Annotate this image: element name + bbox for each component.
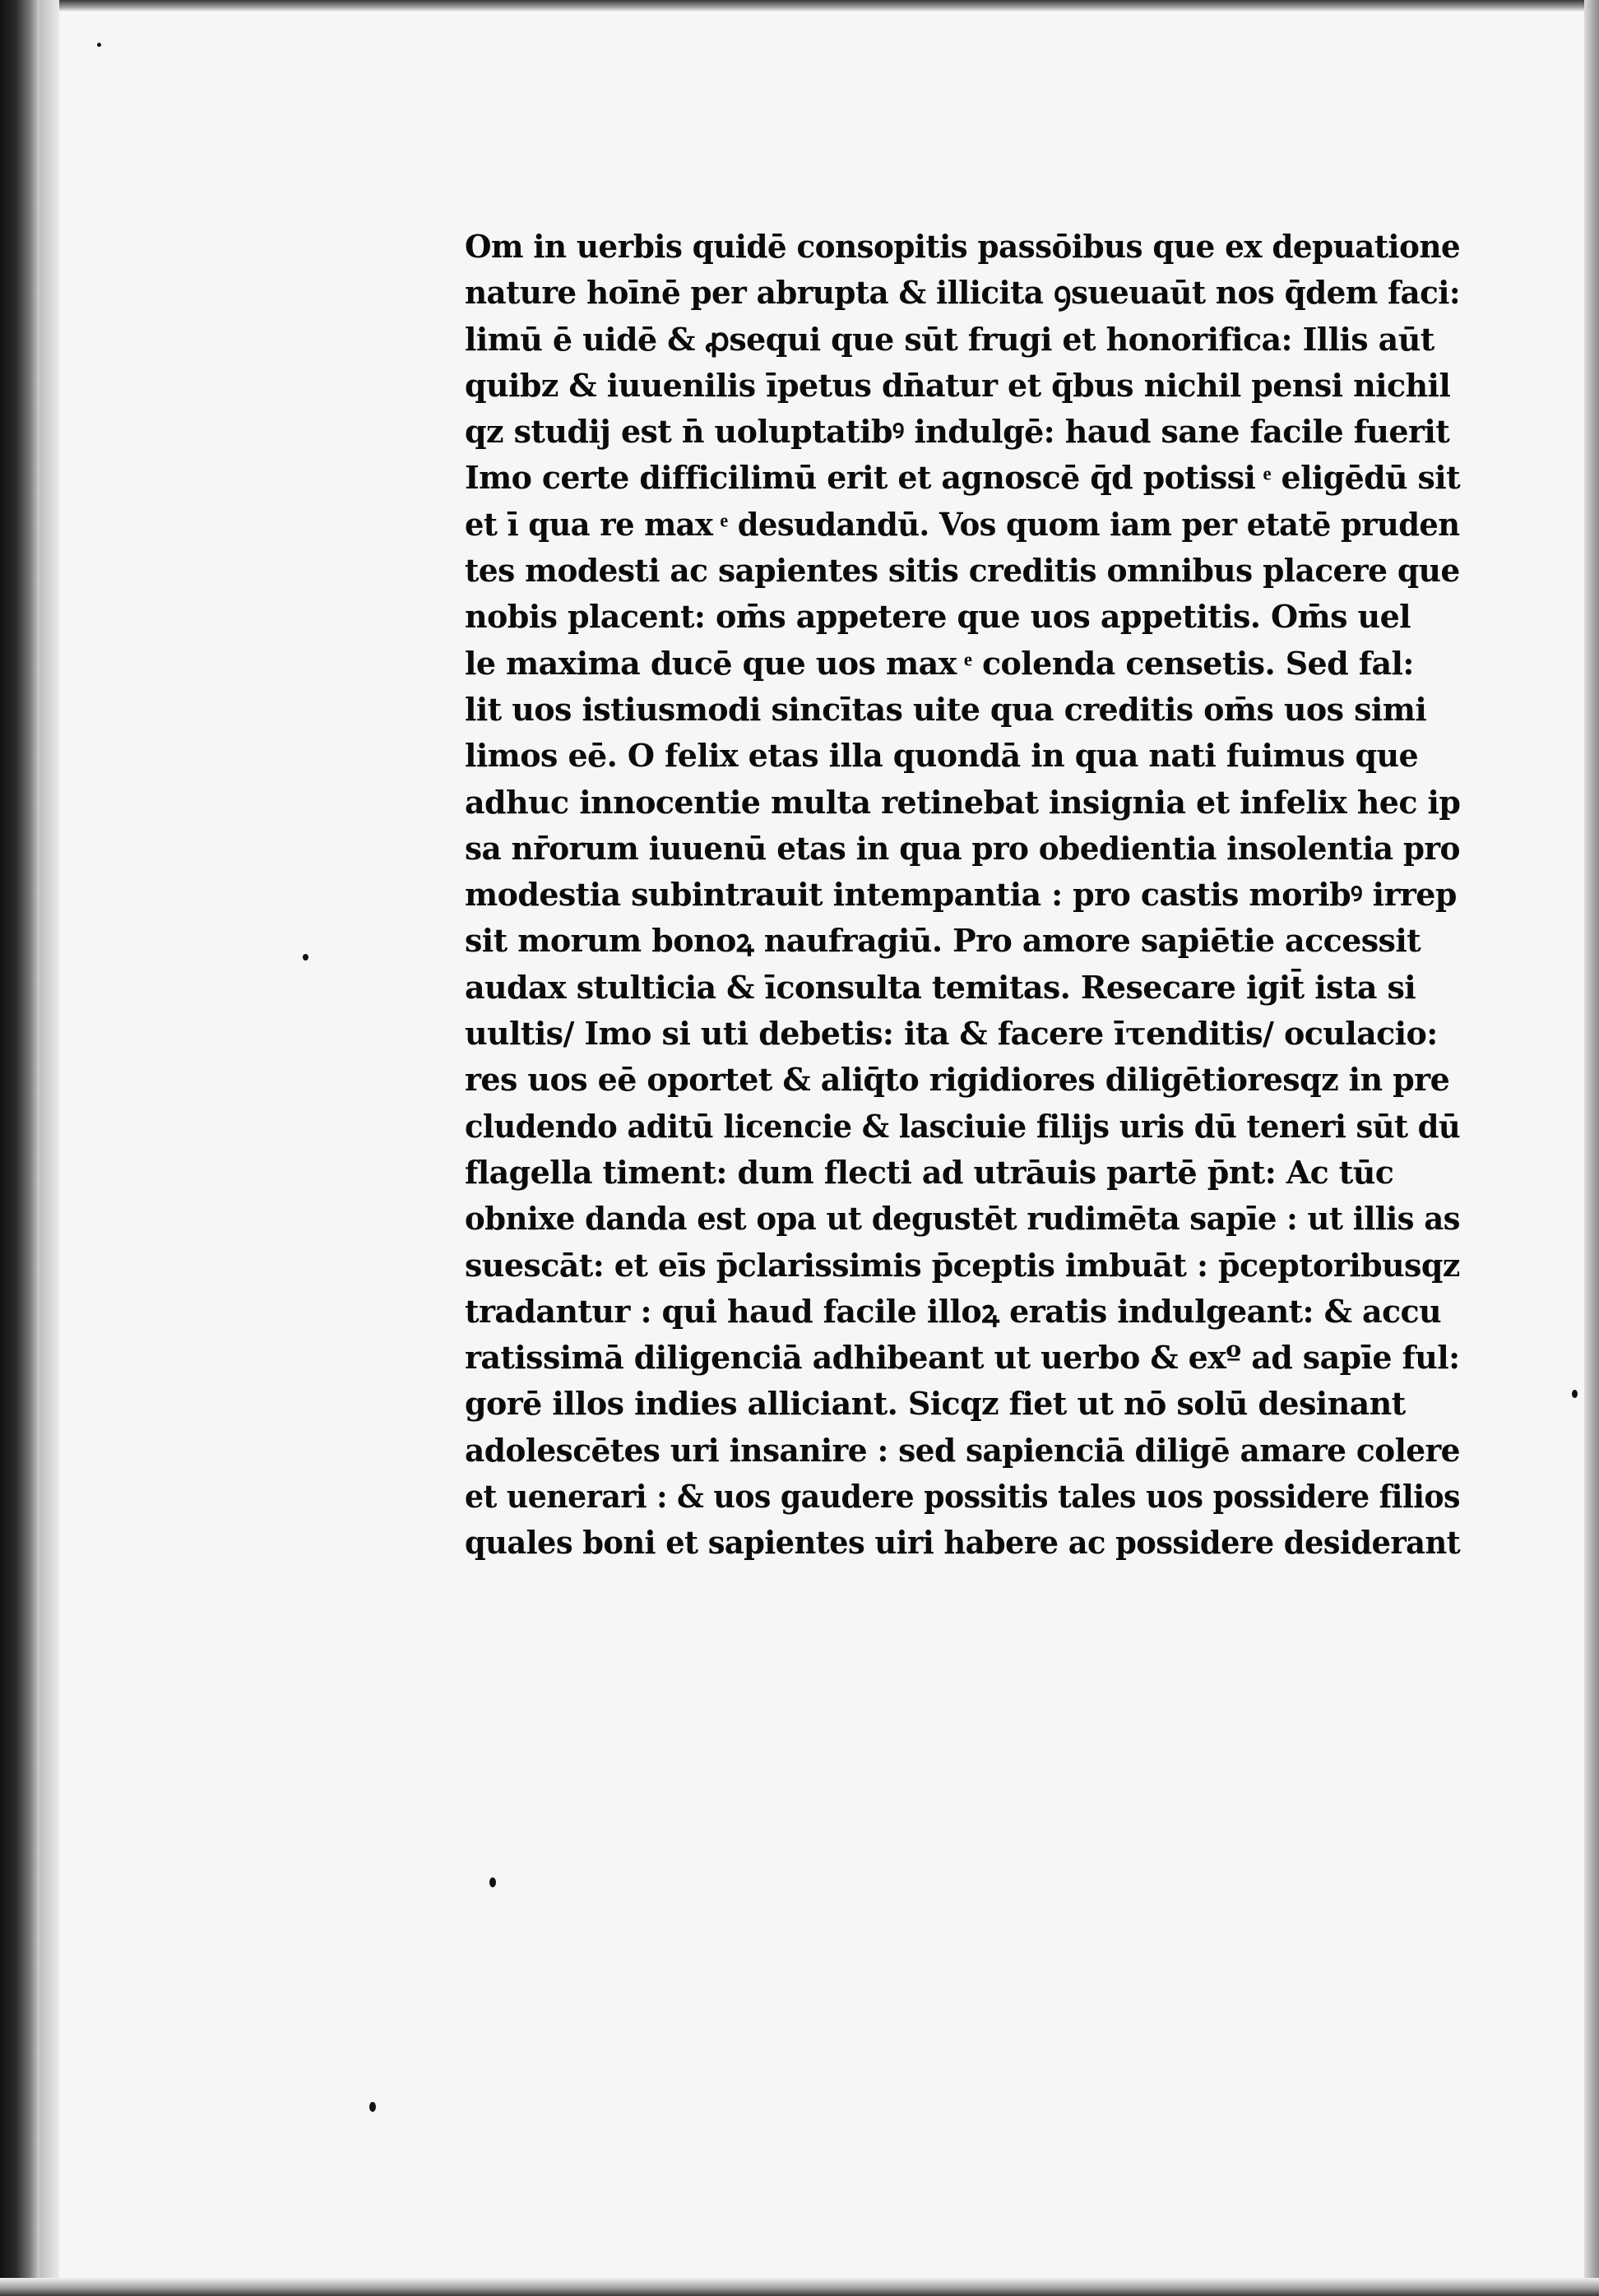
text-line: flagella timent: dum flecti ad utrāuis partē p̄nt: Ac tūc (465, 1153, 1394, 1191)
text-line: modestia subintrauit intempantia : pro castis moribꝰ irrep (465, 876, 1457, 914)
text-line: gorē illos indies alliciant. Sicqz fiet ut nō solū desinant (465, 1385, 1406, 1423)
text-line: le maxima ducē que uos max ͤ colenda censetis. Sed fal: (465, 644, 1414, 682)
text-line: et ī qua re max ͤ desudandū. Vos quom iam per etatē pruden (465, 505, 1460, 543)
text-line: nobis placent: om̄s appetere que uos appetitis. Om̄s uel (465, 598, 1411, 636)
scan-bottom-edge (0, 2278, 1599, 2296)
scan-left-gutter (39, 0, 59, 2296)
ink-speck (1572, 1390, 1578, 1398)
text-line: tes modesti ac sapientes sitis creditis omnibus placere que (465, 552, 1460, 590)
text-line: et uenerari : & uos gaudere possitis tales uos possidere filios (465, 1478, 1460, 1516)
ink-speck (369, 2102, 376, 2112)
text-line: adhuc innocentie multa retinebat insignia et infelix hec ip (465, 783, 1460, 821)
text-line: adolescētes uri insanire : sed sapienciā diligē amare colere (465, 1431, 1460, 1469)
text-line: cludendo aditū licencie & lasciuie filijs uris dū teneri sūt dū (465, 1107, 1461, 1145)
text-line: sa nr̄orum iuuenū etas in qua pro obedientia insolentia pro (465, 829, 1460, 867)
text-line: sit morum bonoꝝ naufragiū. Pro amore sapiētie accessit (465, 922, 1421, 960)
text-line: nature hoīnē per abrupta & illicita ꝯsueuaūt nos q̄dem faci: (465, 274, 1461, 312)
text-line: Imo certe difficilimū erit et agnoscē q̄d potissi ͤ eligēdū sit (465, 459, 1461, 497)
text-line: Om in uerbis quidē consopitis passōibus que ex depuatione (465, 228, 1461, 265)
text-line: quales boni et sapientes uiri habere ac possidere desiderant (465, 1524, 1461, 1562)
text-line: audax stulticia & īconsulta temitas. Resecare igit̄ ista si (465, 968, 1416, 1006)
ink-speck (489, 1877, 496, 1887)
text-line: res uos eē oportet & aliq̄to rigidiores diligētioresqz in pre (465, 1061, 1450, 1099)
text-line: limū ē uidē & ꝓsequi que sūt frugi et honorifica: Illis aūt (465, 320, 1434, 358)
text-line: quibz & iuuenilis īpetus dn̄atur et q̄bus nichil pensi nichil (465, 366, 1451, 404)
ink-speck (303, 954, 308, 961)
scan-left-edge (0, 0, 39, 2296)
ink-speck (97, 43, 101, 47)
text-line: limos eē. O felix etas illa quondā in qua nati fuimus que (465, 737, 1419, 775)
text-block (465, 224, 1460, 1567)
scan-top-edge (0, 0, 1599, 12)
text-line: qz studij est n̄ uoluptatibꝰ indulgē: haud sane facile fuerit (465, 413, 1450, 451)
scan-right-edge (1584, 0, 1599, 2296)
text-line: uultis/ Imo si uti debetis: ita & facere īτenditis/ oculacio: (465, 1015, 1438, 1053)
text-line: obnixe danda est opa ut degustēt rudimēta sapīe : ut illis as (465, 1200, 1460, 1238)
text-line: tradantur : qui haud facile illoꝝ eratis indulgeant: & accu (465, 1292, 1442, 1330)
text-line: ratissimā diligenciā adhibeant ut uerbo & exº ad sapīe ful: (465, 1339, 1460, 1377)
text-line: lit uos istiusmodi sincītas uite qua creditis om̄s uos simi (465, 690, 1427, 728)
text-line: suescāt: et eīs p̄clarissimis p̄ceptis imbuāt : p̄ceptoribusqz (465, 1246, 1460, 1284)
